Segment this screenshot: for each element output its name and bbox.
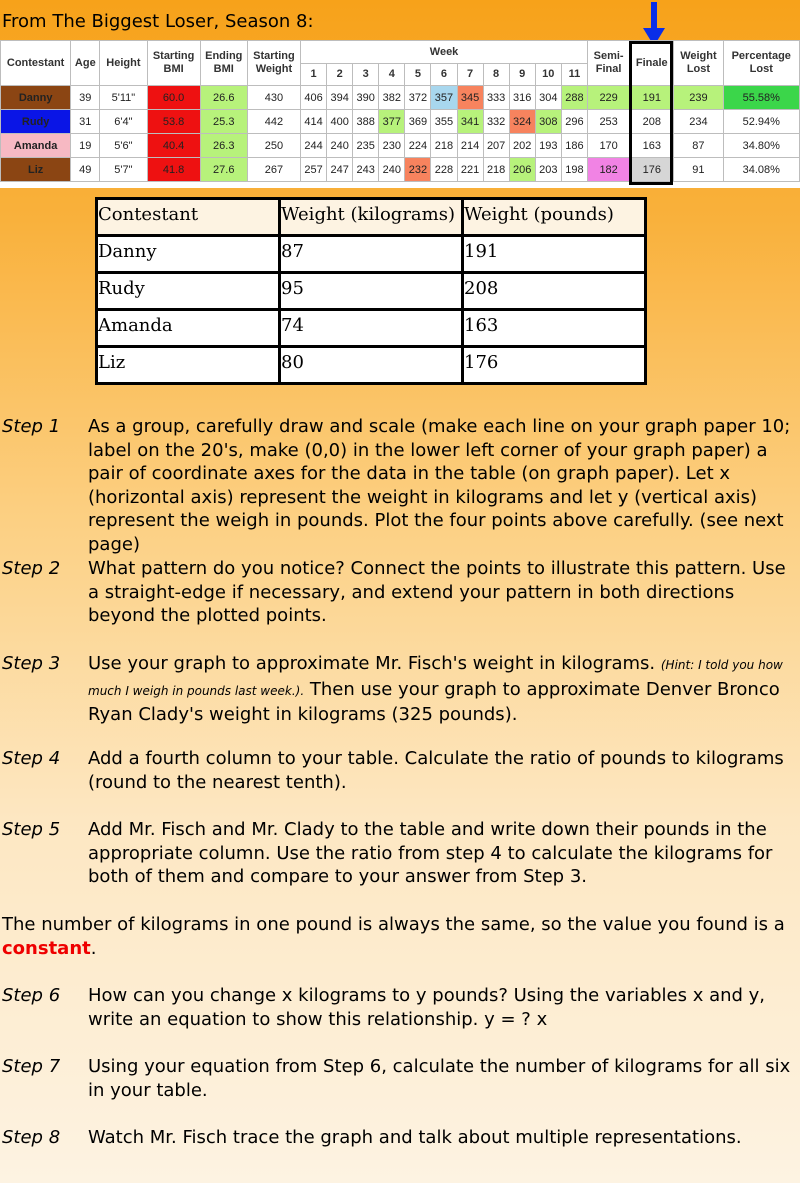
table-cell: 208 [463, 273, 646, 310]
table-cell: 40.4 [147, 134, 200, 158]
table-cell: 221 [457, 158, 483, 182]
table-row-liz [1, 158, 800, 182]
table-cell: 191 [630, 86, 674, 110]
step-label: Step 5 [2, 819, 61, 840]
table-cell: 87 [674, 134, 723, 158]
table-cell: 250 [247, 134, 300, 158]
week-number: 7 [457, 64, 483, 86]
table-cell: 27.6 [200, 158, 247, 182]
week-number: 1 [301, 64, 327, 86]
table-cell: 355 [431, 110, 457, 134]
table-cell: 304 [535, 86, 561, 110]
table-cell: 34.08% [723, 158, 799, 182]
step-text: How can you change x kilograms to y pounds? Using the variables x and y, write an equation to show this relationship. y = ? x [88, 985, 766, 1030]
table-cell: 87 [280, 236, 463, 273]
step-6 [2, 984, 800, 1031]
header-kilograms: Weight (kilograms) [280, 199, 463, 236]
table-cell: 60.0 [147, 86, 200, 110]
table-row-danny [1, 86, 800, 110]
table-cell: 229 [588, 86, 630, 110]
step-5 [2, 818, 800, 889]
table-cell: 228 [431, 158, 457, 182]
table-cell: 170 [588, 134, 630, 158]
week-number: 11 [561, 64, 587, 86]
week-number: 10 [535, 64, 561, 86]
step-2 [2, 557, 800, 628]
hint-text: (Hint: I told you how much I weigh in pounds last week.). [88, 658, 783, 698]
table-cell: 234 [674, 110, 723, 134]
table-cell: 253 [588, 110, 630, 134]
table-cell: 369 [405, 110, 431, 134]
step-label: Step 2 [2, 558, 61, 579]
table-cell: 6'4" [100, 110, 147, 134]
table-cell: 333 [483, 86, 509, 110]
table-cell: 207 [483, 134, 509, 158]
step-text: Use your graph to approximate Mr. Fisch's weight in kilograms. (Hint: I told you how much I weigh in pounds last week.). Then use your graph to approximate Denver Bronco Ryan Clady's weight in kilograms (325 pounds). [88, 653, 783, 725]
table-cell: 308 [535, 110, 561, 134]
col-starting-bmi: Starting BMI [147, 41, 200, 86]
table-cell: 240 [379, 158, 405, 182]
table-cell: 203 [535, 158, 561, 182]
table-cell: 208 [630, 110, 674, 134]
col-height: Height [100, 41, 147, 86]
constant-note: The number of kilograms in one pound is always the same, so the value you found is a constant. [2, 914, 785, 959]
col-contestant: Contestant [1, 41, 71, 86]
table-cell: 176 [630, 158, 674, 182]
table-cell: 377 [379, 110, 405, 134]
col-ending-bmi: Ending BMI [200, 41, 247, 86]
table-cell: Rudy [97, 273, 280, 310]
week-number: 6 [431, 64, 457, 86]
step-8 [2, 1126, 800, 1150]
table-cell: 198 [561, 158, 587, 182]
week-number: 4 [379, 64, 405, 86]
table-cell: 39 [71, 86, 100, 110]
table-cell: 394 [327, 86, 353, 110]
table-header-row [97, 199, 646, 236]
table-cell: 244 [301, 134, 327, 158]
table-cell: 324 [509, 110, 535, 134]
weight-table [95, 197, 647, 385]
table-cell: 52.94% [723, 110, 799, 134]
table-cell: 34.80% [723, 134, 799, 158]
table-cell: 74 [280, 310, 463, 347]
table-cell: 186 [561, 134, 587, 158]
table-cell: 288 [561, 86, 587, 110]
table-cell: 390 [353, 86, 379, 110]
step-label: Step 8 [2, 1127, 61, 1148]
col-percentage-lost: Percentage Lost [723, 41, 799, 86]
table-cell: 230 [379, 134, 405, 158]
table-cell: 95 [280, 273, 463, 310]
col-starting-weight: Starting Weight [247, 41, 300, 86]
table-cell: 55.58% [723, 86, 799, 110]
step-text: Using your equation from Step 6, calculate the number of kilograms for all six in your table. [88, 1056, 791, 1101]
table-cell: Amanda [97, 310, 280, 347]
table-cell: 206 [509, 158, 535, 182]
table-cell: 25.3 [200, 110, 247, 134]
header-pounds: Weight (pounds) [463, 199, 646, 236]
biggest-loser-table [0, 40, 800, 182]
table-cell: 341 [457, 110, 483, 134]
table-cell: 193 [535, 134, 561, 158]
contestant-name: Danny [1, 86, 71, 110]
table-cell: 357 [431, 86, 457, 110]
table-cell: 442 [247, 110, 300, 134]
table-cell: 176 [463, 347, 646, 384]
week-number: 9 [509, 64, 535, 86]
table-cell: 247 [327, 158, 353, 182]
table-cell: 26.6 [200, 86, 247, 110]
table-cell: 31 [71, 110, 100, 134]
step-4 [2, 747, 800, 794]
table-cell: 296 [561, 110, 587, 134]
step-text: Watch Mr. Fisch trace the graph and talk about multiple representations. [88, 1127, 742, 1148]
table-cell: 382 [379, 86, 405, 110]
table-cell: 91 [674, 158, 723, 182]
table-cell: 19 [71, 134, 100, 158]
col-age: Age [71, 41, 100, 86]
table-cell: 26.3 [200, 134, 247, 158]
table-cell: 41.8 [147, 158, 200, 182]
table-row-amanda [1, 134, 800, 158]
constant-emphasis: constant [2, 937, 91, 959]
step-text: Add a fourth column to your table. Calculate the ratio of pounds to kilograms (round to the nearest tenth). [88, 748, 784, 793]
contestant-name: Liz [1, 158, 71, 182]
col-finale: Finale [630, 41, 674, 86]
step-text: As a group, carefully draw and scale (make each line on your graph paper 10; label on the 20's, make (0,0) in the lower left corner of your graph paper) a pair of coordinate axes for the data in the table (on graph paper). Let x (horizontal axis) represent the weight in kilograms and let y (vertical axis) represent the weigh in pounds. Plot the four points above carefully. (see next page) [88, 416, 791, 555]
table-cell: 388 [353, 110, 379, 134]
col-week: Week [301, 41, 588, 64]
table-cell: 414 [301, 110, 327, 134]
table-cell: 218 [483, 158, 509, 182]
table-cell: 218 [431, 134, 457, 158]
step-label: Step 1 [2, 416, 61, 437]
table-cell: 235 [353, 134, 379, 158]
table-cell: 49 [71, 158, 100, 182]
table-cell: 182 [588, 158, 630, 182]
table-row-rudy [1, 110, 800, 134]
table-cell: 202 [509, 134, 535, 158]
table-cell: 257 [301, 158, 327, 182]
table-cell: 214 [457, 134, 483, 158]
table-row [97, 236, 646, 273]
step-label: Step 6 [2, 985, 61, 1006]
contestant-name: Rudy [1, 110, 71, 134]
table-cell: Danny [97, 236, 280, 273]
table-cell: 267 [247, 158, 300, 182]
table-cell: 5'11" [100, 86, 147, 110]
step-label: Step 7 [2, 1056, 61, 1077]
table-cell: 191 [463, 236, 646, 273]
table-cell: 5'7" [100, 158, 147, 182]
table-cell: 163 [630, 134, 674, 158]
step-text: What pattern do you notice? Connect the points to illustrate this pattern. Use a straight-edge if necessary, and extend your pattern in both directions beyond the plotted points. [88, 558, 786, 626]
table-row [97, 273, 646, 310]
page-title: From The Biggest Loser, Season 8: [2, 11, 314, 32]
table-cell: 239 [674, 86, 723, 110]
table-cell: 232 [405, 158, 431, 182]
table-cell: 332 [483, 110, 509, 134]
biggest-loser-table-container [0, 40, 800, 188]
step-label: Step 4 [2, 748, 61, 769]
table-cell: 406 [301, 86, 327, 110]
step-label: Step 3 [2, 653, 61, 674]
step-text: Add Mr. Fisch and Mr. Clady to the table and write down their pounds in the appropriate column. Use the ratio from step 4 to calculate the kilograms for both of them and compare to your answer from Step 3. [88, 819, 773, 887]
table-row [97, 310, 646, 347]
table-cell: 400 [327, 110, 353, 134]
week-number: 3 [353, 64, 379, 86]
table-cell: 240 [327, 134, 353, 158]
table-cell: 316 [509, 86, 535, 110]
week-number: 8 [483, 64, 509, 86]
col-semi-final: Semi- Final [588, 41, 630, 86]
header-contestant: Contestant [97, 199, 280, 236]
table-cell: 243 [353, 158, 379, 182]
week-number: 5 [405, 64, 431, 86]
table-cell: 163 [463, 310, 646, 347]
week-number: 2 [327, 64, 353, 86]
table-cell: 80 [280, 347, 463, 384]
table-row [97, 347, 646, 384]
table-cell: Liz [97, 347, 280, 384]
step-1 [2, 415, 800, 556]
table-cell: 53.8 [147, 110, 200, 134]
table-cell: 430 [247, 86, 300, 110]
table-cell: 345 [457, 86, 483, 110]
table-cell: 372 [405, 86, 431, 110]
step-3 [2, 652, 800, 727]
contestant-name: Amanda [1, 134, 71, 158]
step-7 [2, 1055, 800, 1102]
table-cell: 224 [405, 134, 431, 158]
table-cell: 5'6" [100, 134, 147, 158]
col-weight-lost: Weight Lost [674, 41, 723, 86]
